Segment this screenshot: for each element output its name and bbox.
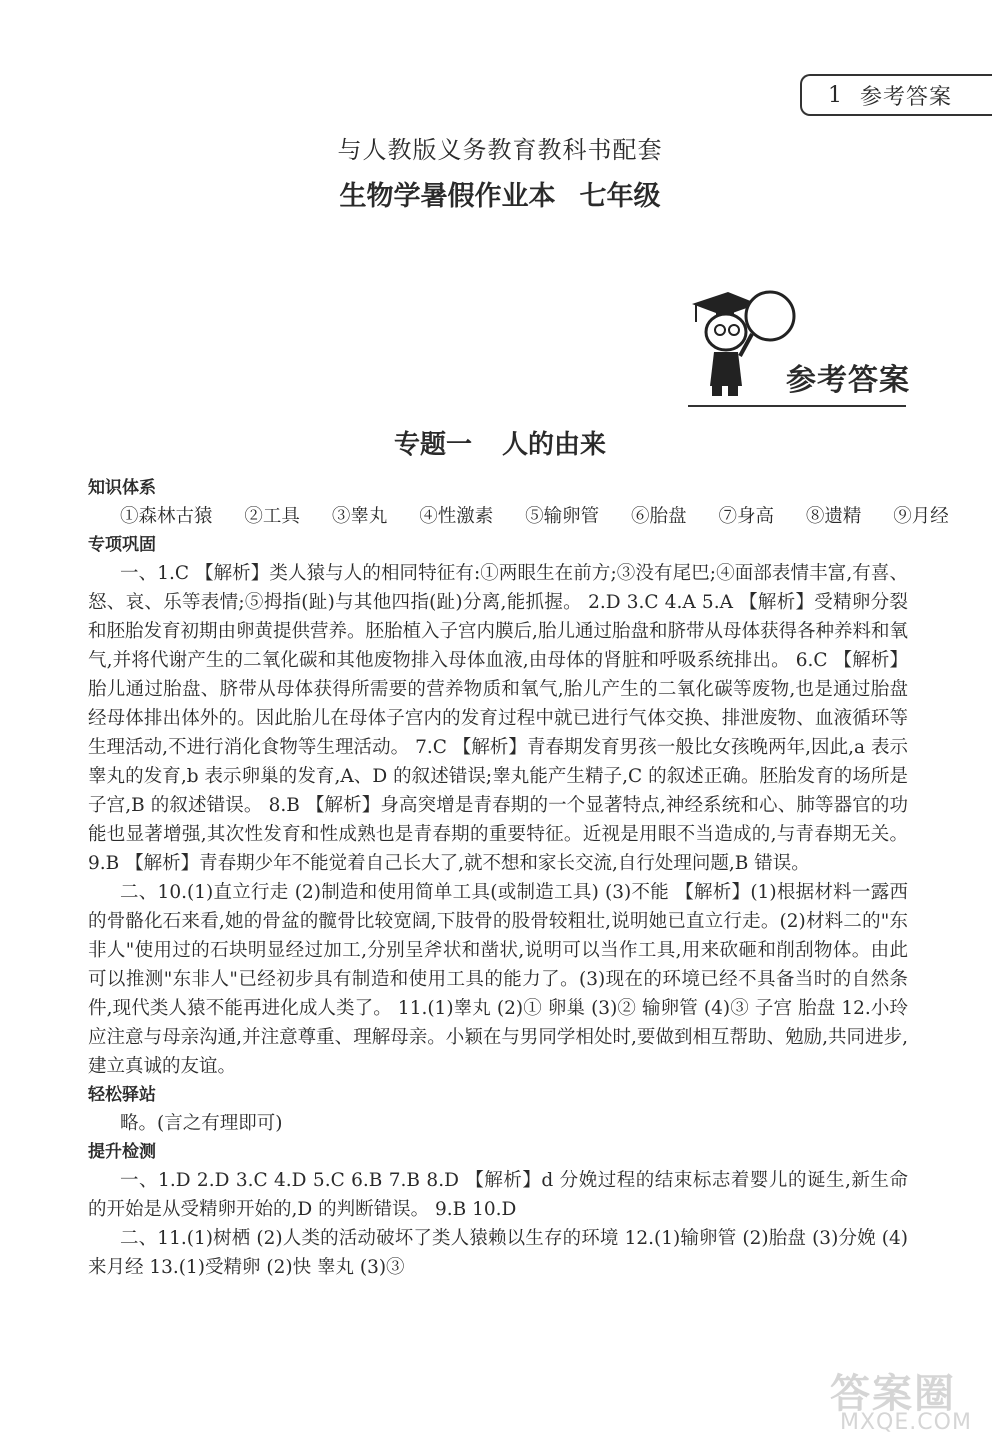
chapter-title <box>0 424 1000 461</box>
book-subtitle: 与人教版义务教育教科书配套 <box>337 136 663 164</box>
page-tab <box>800 74 992 116</box>
banner-divider <box>688 405 906 407</box>
chapter-name: 人的由来 <box>502 430 607 460</box>
book-title-main: 生物学暑假作业本 <box>339 181 556 212</box>
book-title-grade: 七年级 <box>579 181 661 212</box>
chapter-number: 专题一 <box>393 430 472 460</box>
knowledge-item: ③睾丸 <box>331 506 388 527</box>
watermark-cn: 答案圈 <box>830 1371 956 1417</box>
section-heading-test: 提升检测 <box>88 1142 156 1162</box>
knowledge-item: ⑧遗精 <box>805 506 862 527</box>
section-heading-relax: 轻松驿站 <box>88 1085 156 1105</box>
watermark-en: MXQE.COM <box>840 1410 972 1435</box>
answer-body <box>88 474 949 1282</box>
page-tab-label: 参考答案 <box>860 84 953 110</box>
test-part-two: 二、11.(1)树栖 (2)人类的活动破坏了类人猿赖以生存的环境 12.(1)输卵管 (2)胎盘 (3)分娩 (4)来月经 13.(1)受精卵 (2)快 睾丸 (3)③ <box>88 1228 908 1278</box>
section-heading-knowledge: 知识体系 <box>88 478 156 498</box>
graduate-mascot-icon <box>688 282 798 402</box>
section-heading-consolidation: 专项巩固 <box>88 535 156 555</box>
consolidation-part-two: 二、10.(1)直立行走 (2)制造和使用简单工具(或制造工具) (3)不能 【解析】(1)根据材料一露西的骨骼化石来看,她的骨盆的髋骨比较宽阔,下肢骨的股骨较粗壮,说明她已直立行走。(2)材料二的"东非人"使用过的石块明显经过加工,分别呈斧状和凿状,说明可以当作工具,用来砍砸和削刮物体。由此可以推测"东非人"已经初步具有制造和使用工具的能力了。(3)现在的环境已经不具备当时的自然条件,现代类人猿不能再进化成人类了。 11.(1)睾丸 (2)① 卵巢 (3)② 输卵管 (4)③ 子宫 胎盘 12.小玲应注意与母亲沟通,并注意尊重、理解母亲。小颖在与男同学相处时,要做到相互帮助、勉励,共同进步,建立真诚的友谊。 <box>88 882 908 1077</box>
relax-answer: 略。(言之有理即可) <box>120 1113 283 1134</box>
test-part-one: 一、1.D 2.D 3.C 4.D 5.C 6.B 7.B 8.D 【解析】d 分娩过程的结束标志着婴儿的诞生,新生命的开始是从受精卵开始的,D 的判断错误。 9.B 10.D <box>88 1170 908 1220</box>
knowledge-item: ①森林古猿 <box>120 506 213 527</box>
answer-banner: 参考答案 <box>786 363 910 398</box>
knowledge-item: ⑨月经 <box>893 506 949 527</box>
book-title <box>0 174 1000 213</box>
knowledge-item: ⑥胎盘 <box>631 506 687 527</box>
site-watermark <box>820 1360 990 1440</box>
knowledge-item: ⑦身高 <box>718 506 774 527</box>
consolidation-part-one: 一、1.C 【解析】类人猿与人的相同特征有:①两眼生在前方;③没有尾巴;④面部表情丰富,有喜、怒、哀、乐等表情;⑤拇指(趾)与其他四指(趾)分离,能抓握。 2.D 3.C 4.A 5.A 【解析】受精卵分裂和胚胎发育初期由卵黄提供营养。胚胎植入子宫内膜后,胎儿通过胎盘和脐带从母体获得各种养料和氧气,并将代谢产生的二氧化碳和其他废物排入母体血液,由母体的肾脏和呼吸系统排出。 6.C 【解析】胎儿通过胎盘、脐带从母体获得所需要的营养物质和氧气,胎儿产生的二氧化碳等废物,也是通过胎盘经母体排出体外的。因此胎儿在母体子宫内的发育过程中就已进行气体交换、排泄废物、血液循环等生理活动,不进行消化食物等生理活动。 7.C 【解析】青春期发育男孩一般比女孩晚两年,因此,a 表示睾丸的发育,b 表示卵巢的发育,A、D 的叙述错误;睾丸能产生精子,C 的叙述正确。胚胎发育的场所是子宫,B 的叙述错误。 8.B 【解析】身高突增是青春期的一个显著特点,神经系统和心、肺等器官的功能也显著增强,其次性发育和性成熟也是青春期的重要特征。近视是用眼不当造成的,与青春期无关。 9.B 【解析】青春期少年不能觉着自己长大了,就不想和家长交流,自行处理问题,B 错误。 <box>88 563 908 874</box>
knowledge-item: ④性激素 <box>419 506 494 527</box>
knowledge-items <box>88 502 949 531</box>
page-number: 1 <box>828 82 842 108</box>
knowledge-item: ②工具 <box>244 506 300 527</box>
knowledge-item: ⑤输卵管 <box>525 506 600 527</box>
